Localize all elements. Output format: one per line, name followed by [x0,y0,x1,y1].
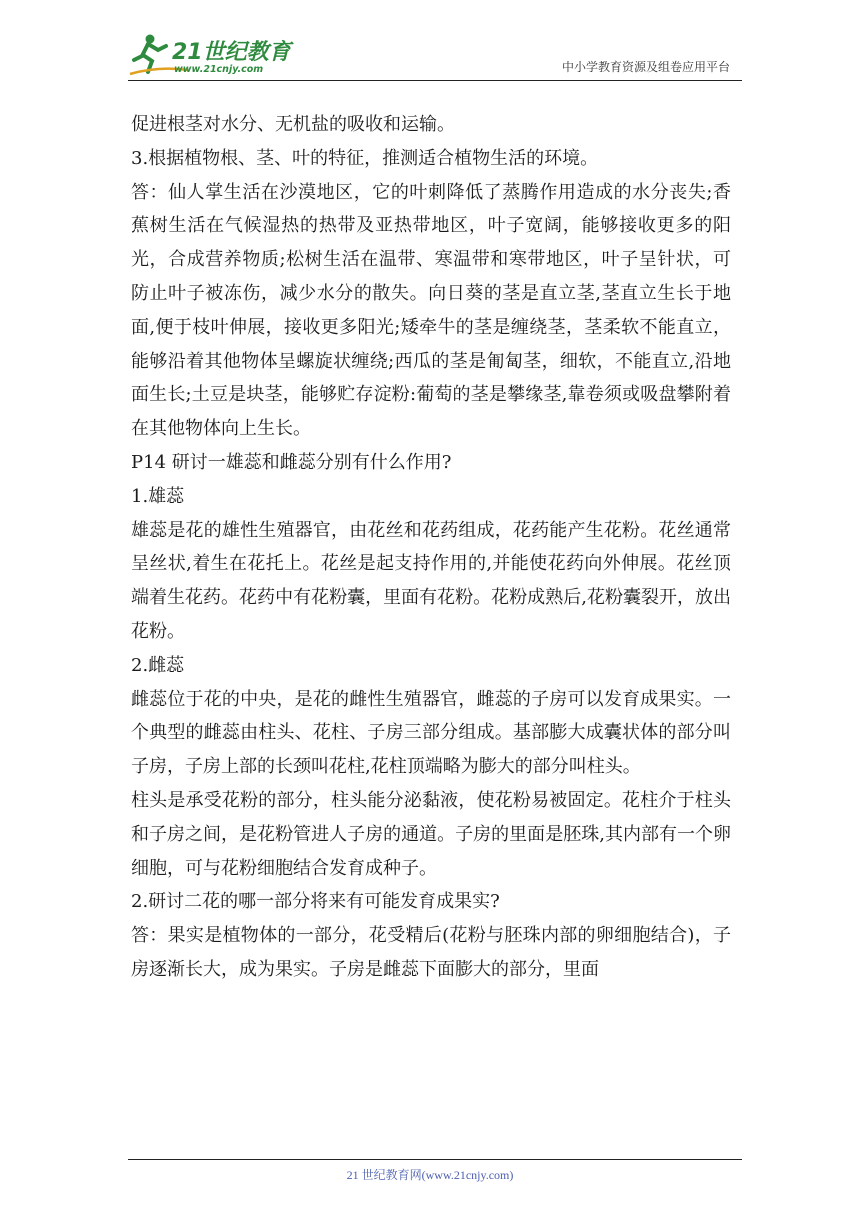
section-heading: 2.研讨二花的哪一部分将来有可能发育成果实? [131,891,500,913]
subheading: 2.雌蕊 [131,654,185,676]
subheading: 1.雄蕊 [131,485,185,507]
logo-url: www.21cnjy.com [174,64,264,75]
paragraph: 答：果实是植物体的一部分，花受精后(花粉与胚珠内部的卵细胞结合)，子房逐渐长大，成为果实。子房是雌蕊下面膨大的部分，里面 [131,925,731,980]
footer-text: 21 世纪教育网(www.21cnjy.com) [346,1168,514,1182]
paragraph: 雄蕊是花的雄性生殖器官，由花丝和花药组成，花药能产生花粉。花丝通常呈丝状,着生在花托上。花丝是起支持作用的,并能使花药向外伸展。花丝顶端着生花药。花药中有花粉囊，里面有花粉。花粉成熟后,花粉囊裂开，放出花粉。 [131,519,731,642]
paragraph: 3.根据植物根、茎、叶的特征，推测适合植物生活的环境。 [131,147,599,169]
section-heading: P14 研讨一雄蕊和雌蕊分别有什么作用? [131,451,452,473]
paragraph: 促进根茎对水分、无机盐的吸收和运输。 [131,114,455,135]
logo [128,30,298,78]
logo-text: 21世纪教育 [172,40,291,65]
paragraph: 答：仙人掌生活在沙漠地区，它的叶刺降低了蒸腾作用造成的水分丧失;香蕉树生活在气候湿热的热带及亚热带地区，叶子宽阔，能够接收更多的阳光，合成营养物质;松树生活在温带、寒温带和寒带地区，叶子呈针状，可防止叶子被冻伤，减少水分的散失。向日葵的茎是直立茎,茎直立生长于地面,便于枝叶伸展，接收更多阳光;矮牵牛的茎是缠绕茎，茎柔软不能直立，能够沿着其他物体呈螺旋状缠绕;西瓜的茎是匍匐茎，细软，不能直立,沿地面生长;土豆是块茎，能够贮存淀粉:葡萄的茎是攀缘茎,靠卷须或吸盘攀附着在其他物体向上生长。 [131,181,731,440]
paragraph: 柱头是承受花粉的部分，柱头能分泌黏液，使花粉易被固定。花柱介于柱头和子房之间，是花粉管进人子房的通道。子房的里面是胚珠,其内部有一个卵细胞，可与花粉细胞结合发育成种子。 [131,789,731,879]
site-tagline: 中小学教育资源及组卷应用平台 [561,60,730,74]
page-header [128,30,742,81]
document-body [131,108,731,987]
paragraph: 雌蕊位于花的中央，是花的雌性生殖器官，雌蕊的子房可以发育成果实。一个典型的雌蕊由柱头、花柱、子房三部分组成。基部膨大成囊状体的部分叫子房，子房上部的长颈叫花柱,花柱顶端略为膨大的部分叫柱头。 [131,688,731,778]
footer-divider [128,1159,742,1160]
